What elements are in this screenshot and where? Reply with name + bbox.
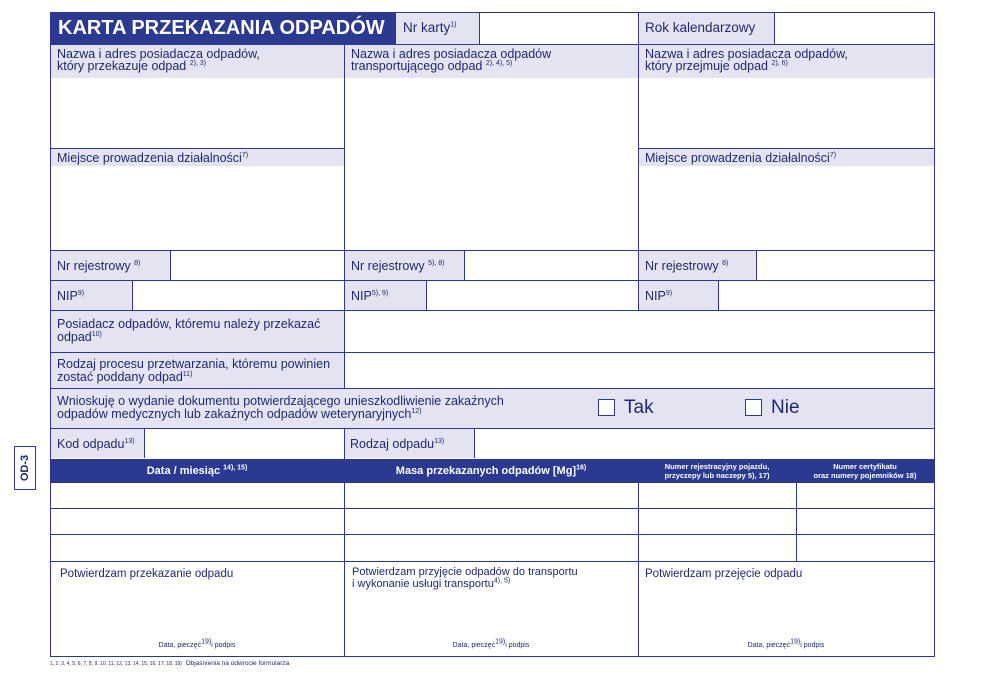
- process-label: Rodzaj procesu przetwarzania, któremu powinien zostać poddany odpad$^{11)}$: [57, 357, 331, 384]
- waste-type-label: Rodzaj odpadu$^{13)}$: [350, 437, 445, 451]
- sender-sign-note: Data, pieczęć$^{19)}$i podpis: [158, 638, 236, 649]
- receiver-reg-label: Nr rejestrowy $^{8)}$: [645, 259, 729, 273]
- receiver-place-field[interactable]: [640, 167, 932, 249]
- transporter-signature-field[interactable]: [346, 595, 636, 640]
- card-number-field[interactable]: [481, 14, 636, 43]
- sender-name-field[interactable]: [52, 79, 342, 147]
- sender-reg-field[interactable]: [172, 252, 342, 279]
- transporter-name-label: Nazwa i adres posiadacza odpadów transportującego odpad $^{2), 4), 5)}$: [351, 47, 552, 73]
- form-title: KARTA PRZEKAZANIA ODPADÓW: [58, 17, 385, 39]
- waste-code-field[interactable]: [146, 430, 342, 457]
- yes-checkbox[interactable]: [598, 399, 615, 416]
- col-vehicle-header: Numer rejestracyjny pojazdu, przyczepy lub naczepy 5), 17): [664, 462, 770, 480]
- no-checkbox[interactable]: [745, 399, 762, 416]
- table-row[interactable]: [52, 510, 932, 533]
- card-number-label: Nr karty$^{1)}$: [403, 20, 457, 35]
- receiver-name-label: Nazwa i adres posiadacza odpadów, który przejmuje odpad $^{2), 6)}$: [645, 47, 848, 73]
- receiver-nip-label: NIP$^{9)}$: [645, 289, 673, 303]
- receiver-confirm-label: Potwierdzam przejęcie odpadu: [645, 568, 803, 580]
- calendar-year-field[interactable]: [776, 14, 933, 43]
- transporter-sign-note: Data, pieczęć$^{19)}$i podpis: [452, 638, 530, 649]
- receiver-place-label: Miejsce prowadzenia działalności$^{7)}$: [645, 151, 837, 165]
- process-field[interactable]: [346, 354, 932, 387]
- sender-place-field[interactable]: [52, 167, 342, 249]
- transporter-confirm-label: Potwierdzam przyjęcie odpadów do transportu i wykonanie usługi transportu$^{4), 5)}$: [352, 566, 578, 590]
- form-code-text: OD-3: [19, 454, 31, 482]
- receiver-reg-field[interactable]: [758, 252, 932, 279]
- waste-code-label: Kod odpadu$^{13)}$: [57, 437, 135, 451]
- transporter-name-field[interactable]: [346, 79, 636, 249]
- sender-confirm-label: Potwierdzam przekazanie odpadu: [60, 568, 234, 580]
- sender-name-label: Nazwa i adres posiadacza odpadów, który przekazuje odpad $^{2), 3)}$: [57, 47, 260, 73]
- sender-nip-field[interactable]: [134, 282, 342, 309]
- calendar-year-label: Rok kalendarzowy: [645, 20, 756, 35]
- receiver-signature-field[interactable]: [640, 585, 932, 640]
- col-mass-header: Masa przekazanych odpadów $[Mg]^{16)}$: [395, 464, 587, 477]
- transporter-nip-field[interactable]: [428, 282, 636, 309]
- receiver-sign-note: Data, pieczęć$^{19)}$i podpis: [747, 638, 825, 649]
- holder-label: Posiadacz odpadów, któremu należy przekazać odpad$^{10)}$: [57, 317, 321, 344]
- receiver-name-field[interactable]: [640, 79, 932, 147]
- request-label: Wnioskuję o wydanie dokumentu potwierdzającego unieszkodliwienie zakaźnych odpadów medycznych lub zakaźnych odpadów weterynaryjnych$^{12)}$: [57, 394, 504, 421]
- transporter-reg-field[interactable]: [466, 252, 636, 279]
- no-label: Nie: [771, 397, 800, 418]
- transporter-reg-label: Nr rejestrowy $^{5), 8)}$: [351, 259, 445, 273]
- form-code-label: [14, 446, 36, 490]
- col-cert-header: Numer certyfikatu oraz numery pojemników 18): [813, 462, 917, 480]
- receiver-nip-field[interactable]: [720, 282, 932, 309]
- col-date-header: Data / miesiąc $^{14), 15)}$: [146, 464, 248, 477]
- waste-type-field[interactable]: [476, 430, 932, 457]
- table-row[interactable]: [52, 536, 932, 560]
- sender-place-label: Miejsce prowadzenia działalności$^{7)}$: [57, 151, 249, 165]
- sender-signature-field[interactable]: [52, 585, 342, 640]
- table-row[interactable]: [52, 484, 932, 507]
- holder-field[interactable]: [346, 312, 932, 351]
- sender-reg-label: Nr rejestrowy $^{8)}$: [57, 259, 141, 273]
- sender-nip-label: NIP$^{9)}$: [57, 289, 85, 303]
- footer-note: 1, 2, 3, 4, 5, 6, 7, 8, 9, 10, 11, 12, 13, 14, 15, 16, 17, 18, 19) Objaśnienia na odwrocie formularza: [50, 660, 290, 667]
- transporter-nip-label: $NIP^{5), 9)}$: [351, 289, 389, 303]
- yes-label: Tak: [624, 397, 654, 418]
